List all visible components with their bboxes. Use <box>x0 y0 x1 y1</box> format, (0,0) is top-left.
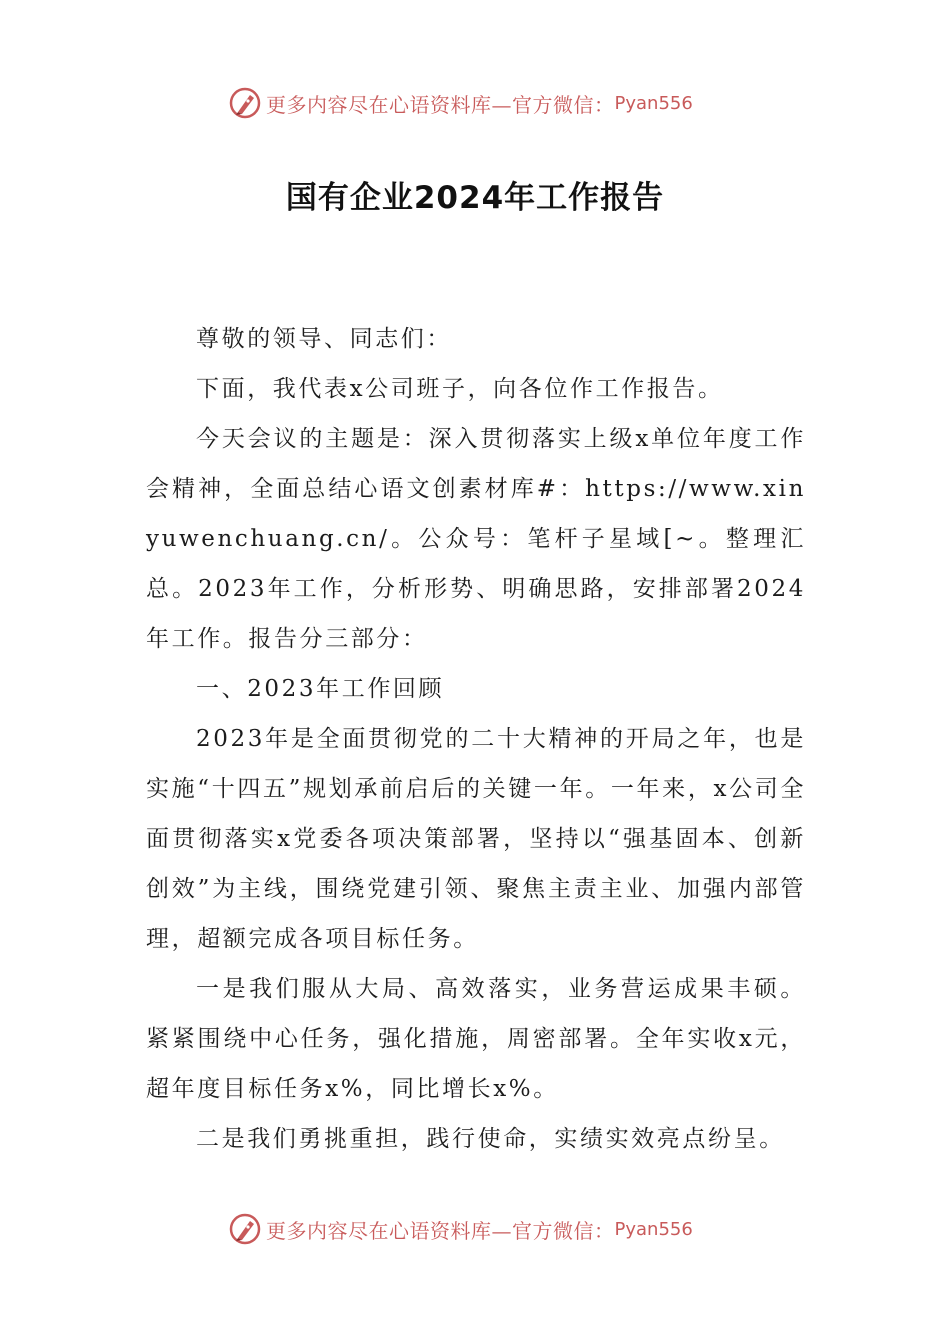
watermark-text: 更多内容尽在心语资料库—官方微信： <box>266 1218 615 1243</box>
paragraph: 今天会议的主题是：深入贯彻落实上级x单位年度工作会精神，全面总结心语文创素材库#：https://www.xinyuwenchuang.cn/。公众号：笔杆子星域[~。整理汇总。2023年工作，分析形势、明确思路，安排部署2024年工作。报告分三部分： <box>146 426 806 652</box>
paragraph: 一是我们服从大局、高效落实，业务营运成果丰硕。紧紧围绕中心任务，强化措施，周密部署。全年实收x元，超年度目标任务x%，同比增长x%。 <box>146 976 806 1102</box>
paragraph: 二是我们勇挑重担，践行使命，实绩实效亮点纷呈。 <box>196 1126 785 1152</box>
watermark-banner-bottom <box>228 1209 693 1249</box>
section-heading: 一、2023年工作回顾 <box>196 676 445 702</box>
watermark-text: 更多内容尽在心语资料库—官方微信： <box>266 92 615 117</box>
paragraph-salutation: 尊敬的领导、同志们： <box>196 326 452 352</box>
document-body <box>146 314 806 1164</box>
watermark-wechat-id: Pyan556 <box>614 92 693 114</box>
watermark-wechat-id: Pyan556 <box>614 1218 693 1240</box>
pen-nib-circle-icon <box>228 1212 262 1246</box>
pen-nib-circle-icon <box>228 86 262 120</box>
watermark-banner-top <box>228 83 693 123</box>
paragraph: 下面，我代表x公司班子，向各位作工作报告。 <box>196 376 724 402</box>
paragraph: 2023年是全面贯彻党的二十大精神的开局之年，也是实施“十四五”规划承前启后的关键一年。一年来，x公司全面贯彻落实x党委各项决策部署，坚持以“强基固本、创新创效”为主线，围绕党建引领、聚焦主责主业、加强内部管理，超额完成各项目标任务。 <box>146 726 806 952</box>
document-title: 国有企业2024年工作报告 <box>285 180 665 216</box>
